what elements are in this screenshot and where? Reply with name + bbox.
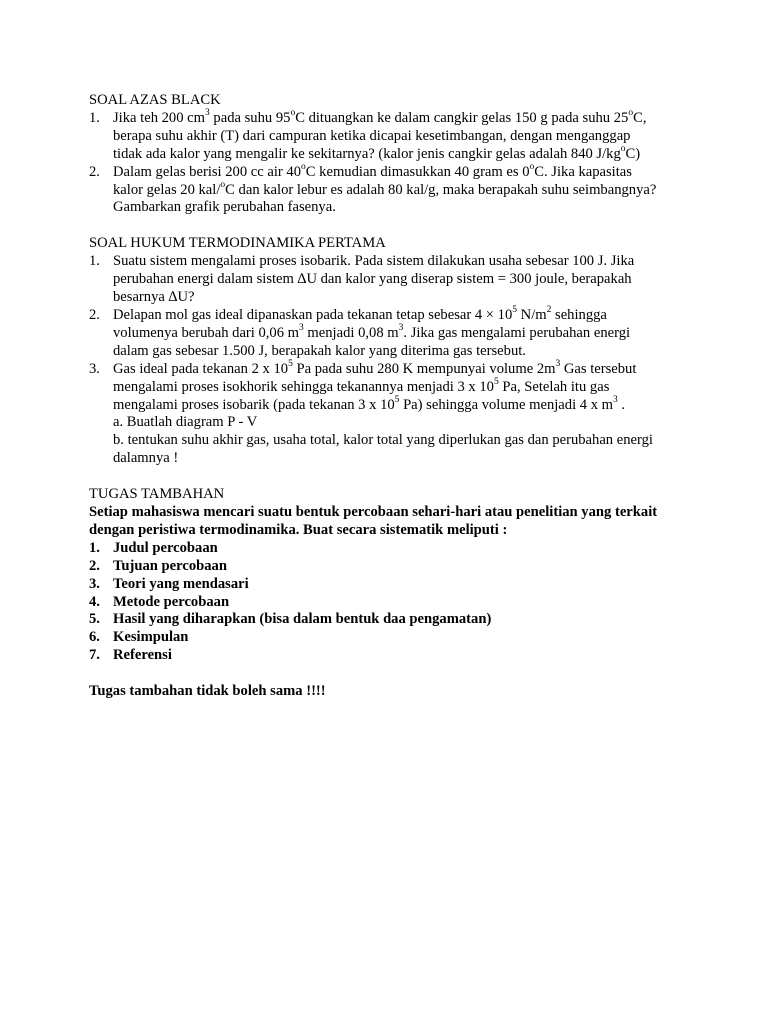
- document-content: [89, 92, 689, 701]
- question-line: Jika teh 200 $cm^3$ pada suhu 95$^o$C dituangkan ke dalam cangkir gelas 150 g pada suhu 25$^o$C,: [113, 108, 647, 126]
- question-item: [89, 358, 689, 468]
- question-line: Gambarkan grafik perubahan fasenya.: [113, 199, 336, 216]
- list-item: [89, 576, 689, 594]
- section-azas-black: [89, 92, 689, 217]
- question-item: [89, 110, 689, 164]
- question-line: perubahan energi dalam sistem ∆U dan kalor yang diserap sistem = 300 joule, berapakah: [113, 271, 632, 288]
- item-text: Hasil yang diharapkan (bisa dalam bentuk daa pengamatan): [113, 611, 492, 628]
- list-item: [89, 558, 689, 576]
- item-number: 2.: [89, 306, 100, 323]
- question-line: berapa suhu akhir (T) dari campuran ketika dicapai kesetimbangan, dengan menganggap: [113, 127, 631, 144]
- assignment-intro: [89, 504, 689, 540]
- list-item: [89, 647, 689, 665]
- item-number: 4.: [89, 593, 100, 610]
- question-line: b. tentukan suhu akhir gas, usaha total, kalor total yang diperlukan gas dan perubahan energi: [113, 432, 653, 449]
- superscript: 3: [613, 394, 618, 405]
- question-list: [89, 110, 689, 217]
- list-item: [89, 540, 689, 558]
- superscript: 3: [205, 108, 210, 119]
- item-text: Tujuan percobaan: [113, 557, 227, 574]
- question-line: dalam gas sebesar 1.500 J, berapakah kalor yang diterima gas tersebut.: [113, 342, 526, 359]
- question-line: besarnya ∆U?: [113, 289, 195, 306]
- list-item: [89, 611, 689, 629]
- item-number: 1.: [89, 253, 100, 270]
- section-title: TUGAS TAMBAHAN: [89, 486, 225, 503]
- item-number: 3.: [89, 575, 100, 592]
- question-item: [89, 161, 689, 218]
- question-line: Gas ideal pada tekanan 2 x $10^5$ Pa pada suhu 280 K mempunyai volume $2m^3$ Gas tersebut: [113, 358, 637, 377]
- superscript: o: [301, 161, 306, 172]
- question-item: [89, 307, 689, 361]
- question-line: mengalami proses isokhorik sehingga tekanannya menjadi 3 x $10^5$ Pa, Setelah itu gas: [113, 376, 610, 395]
- item-number: 2.: [89, 557, 100, 574]
- superscript: 2: [546, 305, 552, 316]
- superscript: o: [220, 179, 226, 190]
- superscript: 5: [288, 358, 293, 369]
- superscript: 5: [493, 376, 499, 387]
- superscript: 3: [398, 323, 404, 334]
- question-line: kalor gelas 20 kal/$^o$C dan kalor lebur es adalah 80 kal/g, maka berapakah suhu seimbangnya?: [113, 179, 657, 198]
- list-item: [89, 594, 689, 612]
- question-line: tidak ada kalor yang mengalir ke sekitarnya? (kalor jenis cangkir gelas adalah 840 $J/kg^oC$): [113, 143, 641, 162]
- section-termodinamika: [89, 235, 689, 468]
- superscript: 5: [394, 394, 400, 405]
- item-number: 7.: [89, 647, 100, 664]
- superscript: 5: [512, 305, 518, 316]
- item-text: Referensi: [113, 647, 172, 664]
- question-line: a. Buatlah diagram P - V: [113, 414, 258, 431]
- intro-line: dengan peristiwa termodinamika. Buat secara sistematik meliputi :: [89, 521, 508, 538]
- intro-line: Setiap mahasiswa mencari suatu bentuk percobaan sehari-hari atau penelitian yang terkait: [89, 504, 658, 521]
- section-title: SOAL HUKUM TERMODINAMIKA PERTAMA: [89, 235, 386, 252]
- item-number: 1.: [89, 539, 100, 556]
- superscript: o: [290, 108, 296, 119]
- item-text: Judul percobaan: [113, 539, 218, 556]
- item-number: 5.: [89, 611, 100, 628]
- section-tugas-tambahan: [89, 486, 689, 701]
- question-line: mengalami proses isobarik (pada tekanan 3 x $10^5$ Pa) sehingga volume menjadi 4 x $m^3$ .: [113, 394, 626, 413]
- superscript: o: [529, 161, 535, 172]
- superscript: o: [620, 143, 626, 154]
- section-title: SOAL AZAS BLACK: [89, 92, 221, 108]
- superscript: 3: [555, 358, 561, 369]
- question-line: dalamnya !: [113, 450, 179, 467]
- item-number: 1.: [89, 109, 100, 126]
- item-number: 6.: [89, 629, 100, 646]
- item-text: Metode percobaan: [113, 593, 230, 610]
- question-item: [89, 253, 689, 307]
- superscript: o: [628, 108, 634, 119]
- item-text: Kesimpulan: [113, 629, 189, 646]
- list-item: [89, 629, 689, 647]
- question-list: [89, 253, 689, 468]
- closing-note: Tugas tambahan tidak boleh sama !!!!: [89, 683, 326, 700]
- assignment-list: [89, 540, 689, 665]
- question-line: Dalam gelas berisi 200 cc air 40$^o$C kemudian dimasukkan 40 gram es 0$^o$C. Jika kapasitas: [113, 161, 632, 180]
- question-line: Delapan mol gas ideal dipanaskan pada tekanan tetap sebesar $4 \times 10^5$ $N/m^2$ sehingga: [113, 305, 607, 323]
- item-text: Teori yang mendasari: [113, 575, 249, 592]
- question-line: Suatu sistem mengalami proses isobarik. Pada sistem dilakukan usaha sebesar 100 J. Jika: [113, 253, 635, 270]
- question-line: volumenya berubah dari 0,06 $m^3$ menjadi 0,08 $m^3$. Jika gas mengalami perubahan energi: [113, 323, 631, 341]
- superscript: 3: [299, 323, 304, 334]
- item-number: 3.: [89, 360, 100, 377]
- item-number: 2.: [89, 163, 100, 180]
